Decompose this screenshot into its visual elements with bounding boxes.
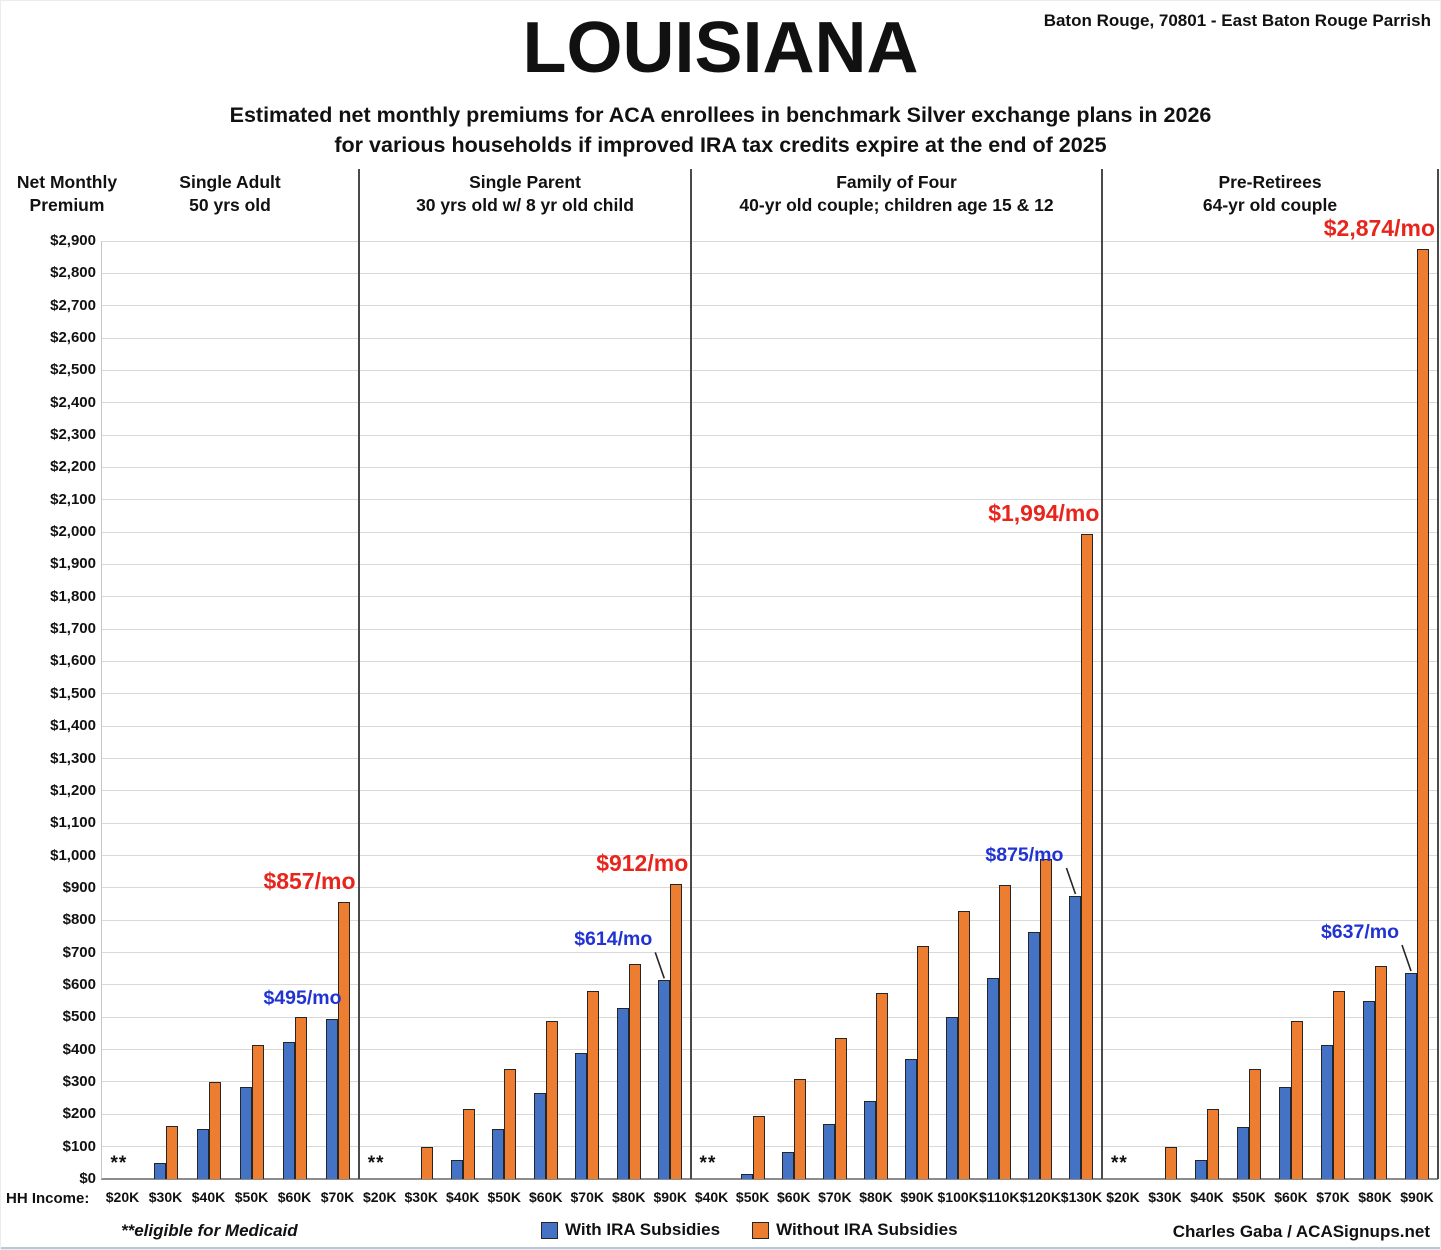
bar-without-ira-subsidies	[546, 1021, 558, 1179]
x-axis-category-label: $20K	[1106, 1189, 1140, 1205]
value-annotation: $2,874/mo	[1323, 215, 1435, 242]
y-axis-tick-label: $1,700	[50, 620, 96, 638]
gridline	[101, 920, 1438, 921]
gridline	[101, 532, 1438, 533]
x-axis-category-label: $50K	[234, 1189, 269, 1205]
x-axis-category-label: $40K	[191, 1189, 226, 1205]
bar-without-ira-subsidies	[917, 946, 929, 1179]
bar-with-ira-subsidies	[154, 1163, 166, 1179]
medicaid-eligible-marker: **	[367, 1153, 385, 1174]
legend-item	[752, 1220, 958, 1240]
chart-legend	[541, 1220, 958, 1240]
bar-without-ira-subsidies	[421, 1147, 433, 1179]
bar-without-ira-subsidies	[794, 1079, 806, 1179]
panel-title-line2: 40-yr old couple; children age 15 & 12	[739, 195, 1054, 215]
bar-with-ira-subsidies	[1028, 932, 1040, 1179]
gridline	[101, 338, 1438, 339]
x-axis-category-label: $20K	[363, 1189, 397, 1205]
bar-with-ira-subsidies	[823, 1124, 835, 1179]
y-axis-title-line2: Premium	[29, 195, 105, 215]
panel-header	[101, 171, 359, 217]
bar-with-ira-subsidies	[575, 1053, 587, 1179]
bar-without-ira-subsidies	[999, 885, 1011, 1179]
y-axis-tick-label: $2,200	[50, 458, 96, 476]
gridline	[101, 564, 1438, 565]
bar-without-ira-subsidies	[1375, 966, 1387, 1179]
y-axis-tick-label: $300	[62, 1072, 96, 1090]
gridline	[101, 305, 1438, 306]
bar-without-ira-subsidies	[587, 991, 599, 1179]
bar-without-ira-subsidies	[753, 1116, 765, 1179]
x-axis-category-label: $50K	[1232, 1189, 1266, 1205]
x-axis-category-label: $80K	[612, 1189, 646, 1205]
x-axis-category-label: $30K	[148, 1189, 183, 1205]
y-axis-tick-label: $100	[62, 1137, 96, 1155]
gridline	[101, 273, 1438, 274]
gridline	[101, 661, 1438, 662]
x-axis-category-label: $60K	[1274, 1189, 1308, 1205]
gridline	[101, 790, 1438, 791]
gridline	[101, 241, 1438, 242]
gridline	[101, 467, 1438, 468]
y-axis-tick-label: $1,200	[50, 781, 96, 799]
bar-without-ira-subsidies	[1333, 991, 1345, 1179]
bar-without-ira-subsidies	[1249, 1069, 1261, 1179]
x-axis-category-label: $80K	[1358, 1189, 1392, 1205]
panel-divider	[1437, 169, 1439, 1179]
bar-without-ira-subsidies	[1207, 1109, 1219, 1179]
location-subtitle: Baton Rouge, 70801 - East Baton Rouge Parrish	[1043, 11, 1431, 30]
bar-with-ira-subsidies	[864, 1101, 876, 1179]
x-axis-category-label: $40K	[446, 1189, 480, 1205]
y-axis-tick-label: $400	[62, 1040, 96, 1058]
panel-header	[1102, 171, 1438, 217]
bar-with-ira-subsidies	[1237, 1127, 1249, 1179]
bar-without-ira-subsidies	[463, 1109, 475, 1179]
x-axis-category-label: $60K	[777, 1189, 811, 1205]
value-annotation: $637/mo	[1320, 920, 1399, 943]
gridline	[101, 499, 1438, 500]
bottom-border-line	[1, 1247, 1440, 1249]
medicaid-eligible-marker: **	[1111, 1153, 1128, 1174]
gridline	[101, 855, 1438, 856]
panel-title-line2: 50 yrs old	[189, 195, 271, 215]
panel-title-line2: 30 yrs old w/ 8 yr old child	[416, 195, 634, 215]
y-axis-tick-label: $700	[62, 943, 96, 961]
medicaid-eligible-marker: **	[699, 1153, 717, 1174]
x-axis-category-label: $50K	[487, 1189, 521, 1205]
bar-with-ira-subsidies	[987, 978, 999, 1179]
bar-without-ira-subsidies	[504, 1069, 516, 1179]
panel-title-line1: Single Parent	[469, 172, 581, 192]
y-axis-tick-label: $900	[62, 878, 96, 896]
x-axis-category-label: $90K	[900, 1189, 934, 1205]
y-axis-tick-label: $500	[62, 1008, 96, 1026]
y-axis-tick-label: $2,000	[50, 523, 96, 541]
y-axis-tick-label: $1,500	[50, 684, 96, 702]
x-axis-category-label: $60K	[277, 1189, 312, 1205]
gridline	[101, 823, 1438, 824]
panel-header	[359, 171, 691, 217]
bar-with-ira-subsidies	[197, 1129, 209, 1179]
x-axis-category-label: $30K	[1148, 1189, 1182, 1205]
value-annotation: $875/mo	[985, 843, 1064, 866]
bar-without-ira-subsidies	[295, 1017, 307, 1179]
y-axis-tick-label: $1,900	[50, 555, 96, 573]
bar-with-ira-subsidies	[326, 1019, 338, 1179]
x-axis-category-label: $60K	[529, 1189, 563, 1205]
legend-item	[541, 1220, 720, 1240]
x-axis-category-label: $50K	[735, 1189, 770, 1205]
bar-without-ira-subsidies	[166, 1126, 178, 1179]
x-axis-category-label: $40K	[1190, 1189, 1224, 1205]
y-axis-tick-label: $1,400	[50, 717, 96, 735]
bar-without-ira-subsidies	[209, 1082, 221, 1179]
x-axis-category-label: $110K	[979, 1189, 1020, 1205]
value-annotation: $912/mo	[596, 850, 689, 876]
x-axis-category-label: $70K	[1316, 1189, 1350, 1205]
gridline	[101, 984, 1438, 985]
gridline	[101, 402, 1438, 403]
x-axis-category-label: $90K	[1400, 1189, 1434, 1205]
bar-with-ira-subsidies	[1279, 1087, 1291, 1179]
y-axis-tick-label: $2,500	[50, 361, 96, 379]
x-axis-category-label: $70K	[570, 1189, 604, 1205]
y-axis-tick-label: $2,600	[50, 329, 96, 347]
medicaid-eligible-marker: **	[110, 1153, 128, 1174]
y-axis-tick-label: $2,800	[50, 264, 96, 282]
chart-subtitle	[1, 100, 1440, 160]
y-axis-title-line1: Net Monthly	[16, 172, 118, 192]
x-axis-category-label: $40K	[694, 1189, 729, 1205]
credit-attribution: Charles Gaba / ACASignups.net	[1172, 1222, 1430, 1241]
page-title: LOUISIANA	[522, 8, 919, 88]
y-axis-tick-label: $0	[79, 1170, 96, 1187]
bar-with-ira-subsidies	[946, 1017, 958, 1179]
bar-without-ira-subsidies	[1165, 1147, 1177, 1179]
panel-divider	[690, 169, 692, 1179]
bar-without-ira-subsidies	[958, 911, 970, 1179]
value-annotation: $1,994/mo	[988, 500, 1100, 527]
panel-title-line1: Pre-Retirees	[1218, 172, 1322, 192]
medicaid-footnote: **eligible for Medicaid	[121, 1221, 298, 1240]
bar-with-ira-subsidies	[1195, 1160, 1207, 1179]
gridline	[101, 629, 1438, 630]
x-axis-category-label: $20K	[105, 1189, 140, 1205]
y-axis-tick-label: $800	[62, 911, 96, 929]
bar-with-ira-subsidies	[1405, 973, 1417, 1179]
y-axis-tick-label: $200	[62, 1105, 96, 1123]
bar-with-ira-subsidies	[283, 1042, 295, 1179]
bar-without-ira-subsidies	[1291, 1021, 1303, 1179]
bar-without-ira-subsidies	[252, 1045, 264, 1179]
bar-without-ira-subsidies	[670, 884, 682, 1179]
gridline	[101, 596, 1438, 597]
panel-title-line1: Single Adult	[179, 172, 281, 192]
annotation-leader-line	[655, 952, 664, 978]
bar-with-ira-subsidies	[240, 1087, 252, 1179]
y-axis-tick-label: $2,300	[50, 426, 96, 444]
bar-without-ira-subsidies	[629, 964, 641, 1179]
x-axis-category-label: $80K	[859, 1189, 893, 1205]
panel-header	[691, 171, 1102, 217]
bar-without-ira-subsidies	[876, 993, 888, 1179]
gridline	[101, 952, 1438, 953]
bar-with-ira-subsidies	[492, 1129, 504, 1179]
gridline	[101, 435, 1438, 436]
bar-with-ira-subsidies	[451, 1160, 463, 1179]
x-axis-category-label: $90K	[653, 1189, 687, 1205]
y-axis-tick-label: $1,300	[50, 749, 96, 767]
bar-with-ira-subsidies	[1363, 1001, 1375, 1179]
y-axis-tick-label: $2,900	[50, 232, 96, 249]
legend-label: Without IRA Subsidies	[776, 1220, 958, 1239]
bar-without-ira-subsidies	[1081, 534, 1093, 1179]
y-axis-tick-label: $2,700	[50, 296, 96, 314]
gridline	[101, 758, 1438, 759]
bar-without-ira-subsidies	[835, 1038, 847, 1179]
chart-subtitle-line1: Estimated net monthly premiums for ACA enrollees in benchmark Silver exchange plans in 2026	[229, 103, 1212, 127]
bar-without-ira-subsidies	[1417, 249, 1429, 1179]
value-annotation: $857/mo	[263, 867, 356, 894]
x-axis-category-label: $130K	[1060, 1189, 1103, 1205]
y-axis-tick-label: $600	[62, 975, 96, 993]
bar-with-ira-subsidies	[905, 1059, 917, 1179]
y-axis-tick-label: $2,400	[50, 393, 96, 411]
panel-title-line2: 64-yr old couple	[1202, 195, 1338, 215]
bar-with-ira-subsidies	[617, 1008, 629, 1179]
y-axis-tick-label: $1,000	[50, 846, 96, 864]
x-axis-category-label: $70K	[818, 1189, 852, 1205]
bar-with-ira-subsidies	[1069, 896, 1081, 1179]
y-axis-tick-label: $1,600	[50, 652, 96, 670]
x-axis-category-label: $100K	[937, 1189, 979, 1205]
panel-title-line1: Family of Four	[836, 172, 957, 192]
bar-without-ira-subsidies	[1040, 859, 1052, 1179]
bar-with-ira-subsidies	[741, 1174, 753, 1179]
plot-left-border	[101, 241, 102, 1179]
y-axis-tick-label: $1,100	[50, 814, 96, 832]
bar-with-ira-subsidies	[782, 1152, 794, 1179]
value-annotation: $495/mo	[263, 986, 342, 1009]
bar-with-ira-subsidies	[658, 980, 670, 1179]
annotation-leader-line	[1066, 868, 1075, 894]
bar-with-ira-subsidies	[1321, 1045, 1333, 1179]
x-axis-category-label: $70K	[320, 1189, 355, 1205]
value-annotation: $614/mo	[574, 928, 653, 951]
bar-with-ira-subsidies	[534, 1093, 546, 1179]
x-axis-category-label: $120K	[1019, 1189, 1061, 1205]
chart-subtitle-line2: for various households if improved IRA tax credits expire at the end of 2025	[334, 133, 1107, 157]
legend-label: With IRA Subsidies	[565, 1220, 721, 1239]
gridline	[101, 726, 1438, 727]
x-axis-title: HH Income:	[6, 1190, 90, 1207]
without-ira-swatch	[752, 1222, 769, 1239]
gridline	[101, 693, 1438, 694]
y-axis-tick-label: $1,800	[50, 587, 96, 605]
panel-divider	[1101, 169, 1103, 1179]
bar-without-ira-subsidies	[338, 902, 350, 1179]
x-axis-category-label: $30K	[404, 1189, 438, 1205]
gridline	[101, 370, 1438, 371]
y-axis-tick-label: $2,100	[50, 490, 96, 508]
annotation-leader-line	[1402, 945, 1411, 971]
with-ira-swatch	[541, 1222, 558, 1239]
panel-divider	[358, 169, 360, 1179]
